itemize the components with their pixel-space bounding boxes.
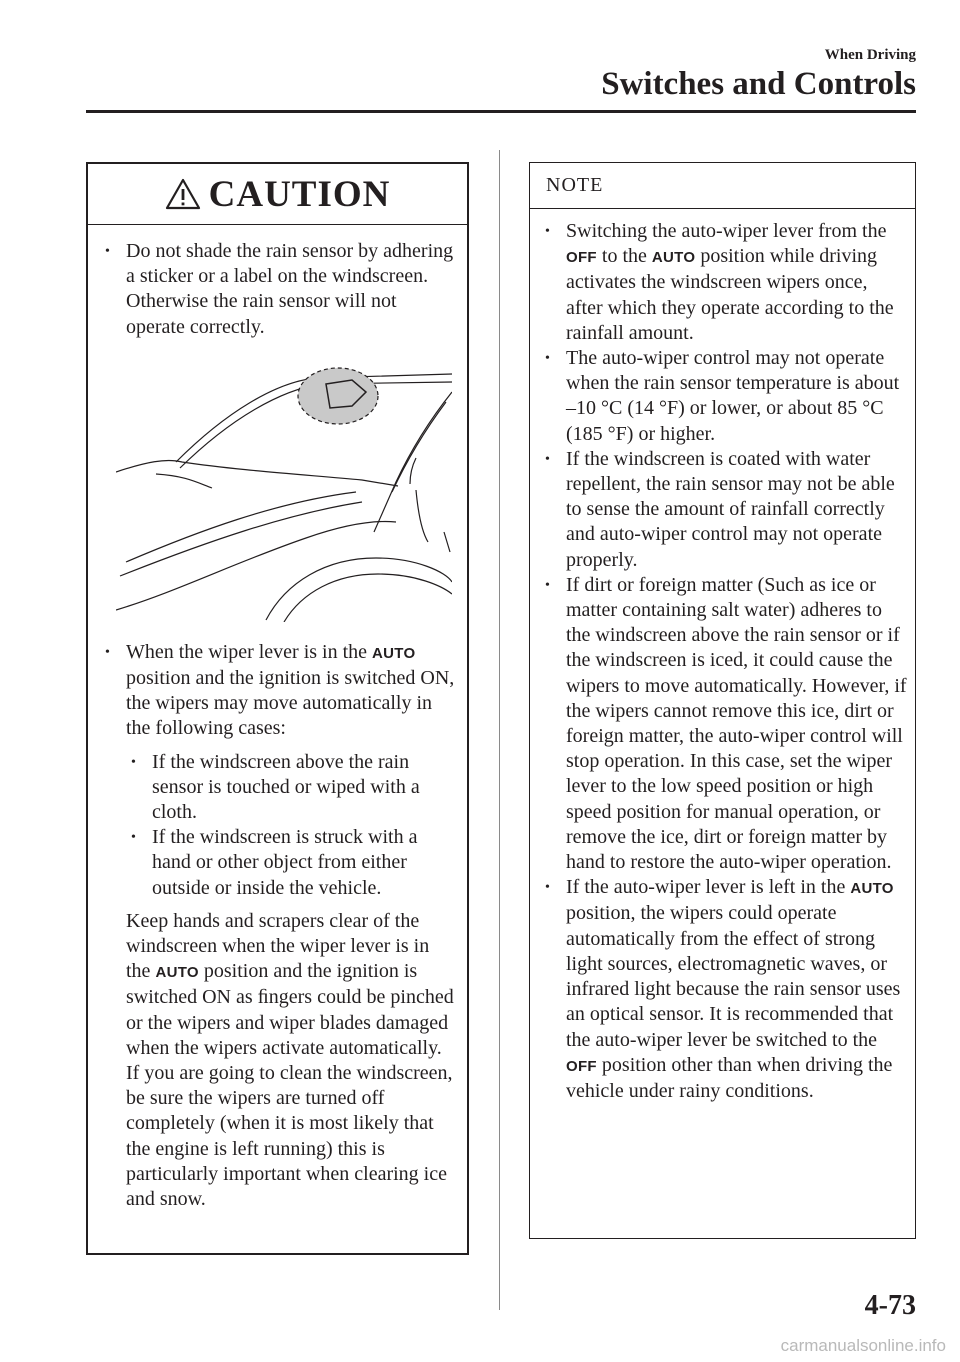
- caution-item-text-post: position and the ignition is switched ON, the wipers may move automatically in the following cases:: [126, 667, 455, 740]
- off-position-label: OFF: [566, 1057, 597, 1075]
- note-item: [540, 219, 907, 346]
- caution-subitem-text: If the windscreen above the rain sensor is touched or wiped with a cloth.: [152, 750, 420, 824]
- page-title: Switches and Controls: [601, 66, 916, 102]
- caution-item: [100, 640, 457, 742]
- windscreen-rain-sensor-illustration: [116, 362, 452, 622]
- page-header: [601, 46, 916, 102]
- caution-item-text: Do not shade the rain sensor by adhering a sticker or a label on the windscreen. Otherwise the rain sensor will not operate correctly.: [126, 240, 454, 338]
- caution-subitem-text: If the windscreen is struck with a hand or other object from either outside or inside the vehicle.: [152, 826, 418, 899]
- note-item-text: The auto-wiper control may not operate when the rain sensor temperature is about –10 °C (14 °F) or lower, or about 85 °C (185 °F) or higher.: [566, 347, 900, 445]
- caution-title: CAUTION: [208, 173, 391, 215]
- note-item-text: position while driving activates the windscreen wipers once, after which they operate according to the rainfall amount.: [566, 245, 894, 344]
- caution-box: [86, 162, 469, 1255]
- page-number: 4-73: [864, 1290, 916, 1321]
- caution-header: [88, 164, 467, 225]
- column-divider: [499, 150, 500, 1310]
- note-box: [529, 162, 916, 1239]
- caution-paragraph-2: If you are going to clean the windscreen, be sure the wipers are turned off completely (when it is most likely that the engine is left running) this is particularly important when clearing ice and snow.: [126, 1062, 453, 1211]
- off-position-label: OFF: [566, 249, 597, 267]
- note-item: [540, 573, 907, 875]
- auto-position-label: AUTO: [155, 964, 199, 982]
- caution-item-text-pre: When the wiper lever is in the: [126, 640, 373, 663]
- auto-position-label: AUTO: [651, 249, 696, 267]
- note-item-text: If dirt or foreign matter (Such as ice or matter containing salt water) adheres to the windscreen above the rain sensor or if the windscreen is iced, it could cause the wipers to move automatically. However, if the wipers cannot remove this ice, dirt or foreign matter, the auto-wiper control will stop operation. In this case, set the wiper lever to the low speed position or high speed position for manual operation, or remove the ice, dirt or foreign matter by hand to restore the auto-wiper operation.: [566, 573, 907, 874]
- caution-body: [88, 225, 467, 1212]
- section-label: When Driving: [824, 47, 916, 63]
- header-rule: [86, 110, 916, 113]
- note-item-text: Switching the auto-wiper lever from the: [566, 220, 887, 242]
- note-item-text: If the auto-wiper lever is left in the: [566, 876, 851, 899]
- watermark: carmanualsonline.info: [780, 1336, 946, 1355]
- note-item-text: to the: [596, 245, 652, 268]
- caution-subitems: [126, 750, 457, 901]
- auto-position-label: AUTO: [850, 880, 894, 898]
- note-title: NOTE: [546, 174, 604, 196]
- caution-subitem: [126, 750, 457, 826]
- note-header: [530, 163, 915, 209]
- caution-item: [100, 239, 457, 340]
- caution-paragraph-pre: Keep hands and scrapers clear of the windscreen when the wiper lever is in the: [126, 909, 430, 983]
- caution-subitem: [126, 825, 457, 901]
- note-item: [540, 346, 907, 447]
- note-item-text: position, the wipers could operate automatically from the effect of strong light sources, electromagnetic waves, or infrared light because the rain sensor uses an optical sensor. It is recommended that the auto-wiper lever be switched to the: [566, 902, 901, 1051]
- note-item: [540, 875, 907, 1104]
- note-item-text: position other than when driving the vehicle under rainy conditions.: [566, 1053, 893, 1102]
- caution-paragraph: [126, 909, 457, 1212]
- caution-paragraph-post: position and the ignition is switched ON as ﬁngers could be pinched or the wipers and wiper blades damaged when the wipers activate automatically.: [126, 960, 454, 1059]
- note-item: [540, 447, 907, 573]
- note-item-text: If the windscreen is coated with water repellent, the rain sensor may not be able to sense the amount of rainfall correctly and auto-wiper control may not operate properly.: [566, 447, 895, 571]
- auto-position-label: AUTO: [372, 644, 416, 662]
- warning-triangle-icon: [165, 178, 201, 210]
- note-body: [530, 209, 915, 1104]
